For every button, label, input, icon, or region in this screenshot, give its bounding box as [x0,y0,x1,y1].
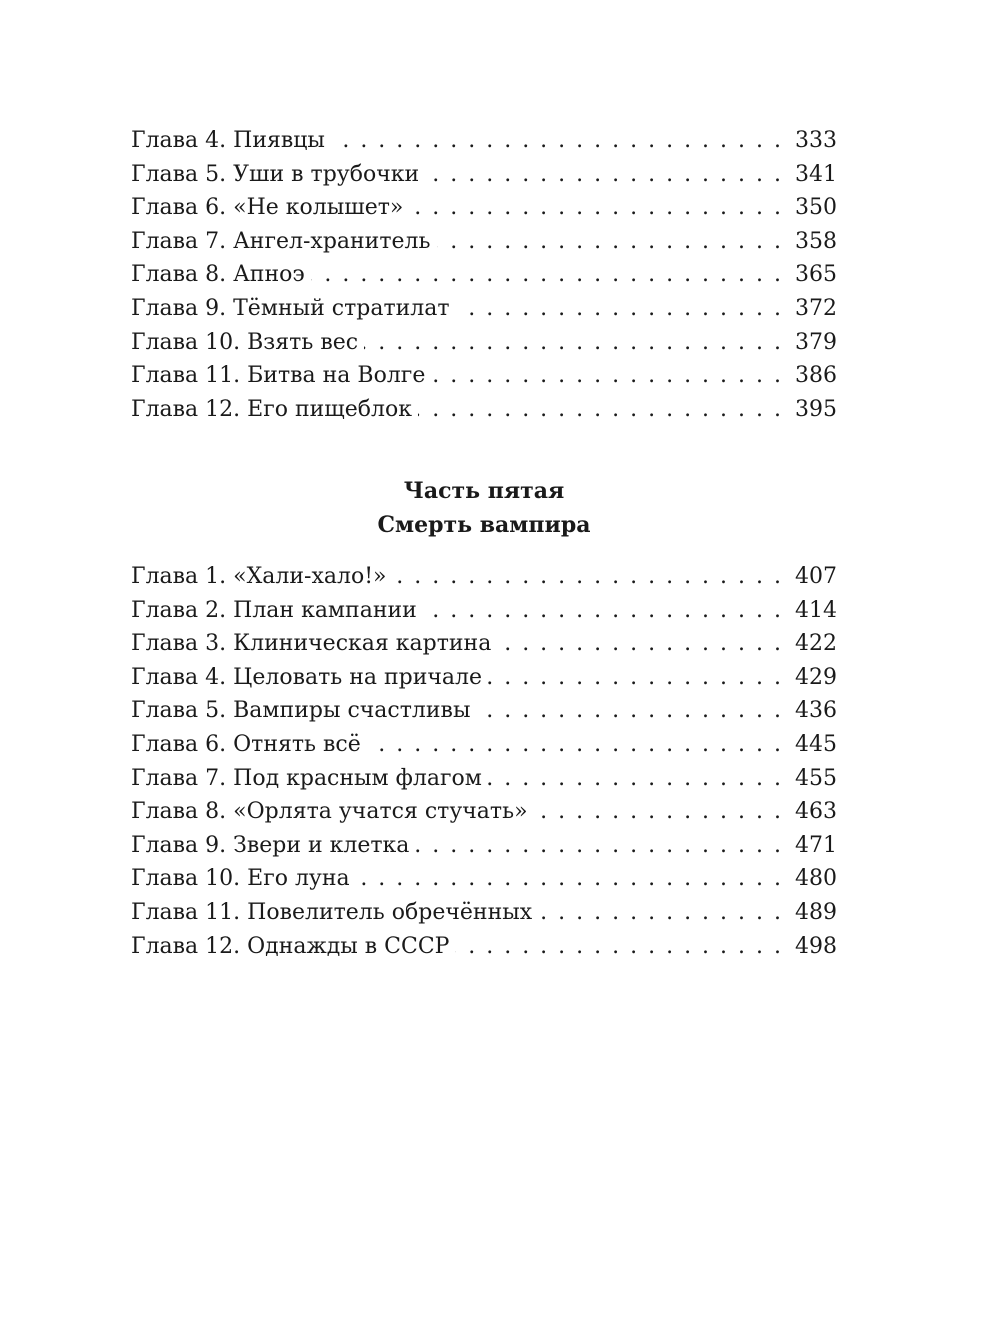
toc-entry-title: Глава 7. Ангел-хранитель [131,228,431,254]
toc-entry-page: 395 [795,396,837,422]
toc-leader-dots [367,728,783,762]
toc-leader-dots [431,359,783,393]
toc-entry [131,930,837,964]
toc-leader-dots [425,158,783,192]
toc-entry [131,627,837,661]
toc-leader-dots [311,258,783,292]
toc-entry [131,292,837,326]
toc-entry-title: Глава 9. Тёмный стратилат [131,295,450,321]
toc-entry-page: 480 [795,866,837,892]
toc-entry-title: Глава 4. Пиявцы [131,128,325,153]
toc-leader-dots [488,762,783,796]
toc-entry-title: Глава 10. Взять вес [131,329,359,355]
toc-leader-dots [418,393,783,427]
toc-entry-title: Глава 12. Его пищеблок [131,396,412,422]
toc-entry [131,661,837,695]
toc-entry [131,326,837,360]
toc-entry-title: Глава 1. «Хали-хало!» [131,564,387,589]
toc-entry-title: Глава 3. Клиническая картина [131,631,492,657]
toc-leader-dots [488,661,783,695]
toc-entry [131,862,837,896]
toc-entry-title: Глава 11. Битва на Волге [131,363,426,389]
toc-entry [131,795,837,829]
part-title: Смерть вампира [377,512,591,538]
toc-leader-dots [331,124,783,158]
toc-leader-dots [497,627,783,661]
toc-entry-page: 471 [795,832,837,858]
toc-leader-dots [415,829,783,863]
toc-leader-dots [437,225,784,259]
toc-entry-page: 429 [795,664,837,690]
toc-entry-title: Глава 5. Уши в трубочки [131,161,420,187]
toc-entry-title: Глава 2. План кампании [131,597,417,623]
toc-entry [131,191,837,225]
toc-entry [131,124,837,158]
toc-entry-page: 407 [795,564,837,589]
part-label: Часть пятая [403,478,565,504]
toc-entry [131,158,837,192]
toc-leader-dots [456,292,783,326]
toc-entry-page: 498 [795,933,837,959]
toc-entry [131,393,837,427]
toc-entry-page: 445 [795,731,837,757]
toc-entry-title: Глава 8. «Орлята учатся стучать» [131,799,528,825]
toc-entry-page: 365 [795,262,837,288]
toc-entry-title: Глава 9. Звери и клетка [131,832,410,858]
toc-leader-dots [423,594,783,628]
toc-entry-page: 341 [795,161,837,187]
toc-leader-dots [409,191,783,225]
toc-leader-dots [393,560,784,594]
toc-entry-page: 379 [795,329,837,355]
toc-entry [131,225,837,259]
toc-entry-title: Глава 5. Вампиры счастливы [131,698,471,724]
toc-part-five [131,560,837,963]
toc-entry-page: 358 [795,228,837,254]
toc-entry [131,896,837,930]
toc-entry-page: 414 [795,597,837,623]
toc-entry [131,829,837,863]
toc-entry-title: Глава 12. Однажды в СССР [131,933,450,959]
toc-entry-title: Глава 11. Повелитель обречённых [131,899,533,925]
toc-entry [131,258,837,292]
toc-entry [131,594,837,628]
toc-entry-title: Глава 7. Под красным флагом [131,765,482,791]
toc-leader-dots [364,326,783,360]
toc-entry [131,359,837,393]
toc-entry-page: 386 [795,363,837,389]
toc-entry-page: 350 [795,195,837,221]
toc-leader-dots [534,795,783,829]
toc-entry-page: 333 [795,128,837,153]
toc-entry-page: 372 [795,295,837,321]
toc-entry [131,762,837,796]
toc-entry-page: 455 [795,765,837,791]
toc-entry-title: Глава 6. «Не колышет» [131,195,404,221]
toc-leader-dots [476,694,783,728]
toc-entry-title: Глава 10. Его луна [131,866,350,892]
toc-entry-title: Глава 4. Целовать на причале [131,664,483,690]
toc-entry [131,728,837,762]
toc-entry-page: 489 [795,899,837,925]
toc-leader-dots [356,862,783,896]
toc-entry-page: 422 [795,631,837,657]
toc-entry-title: Глава 8. Апноэ [131,262,305,288]
toc-entry-page: 436 [795,698,837,724]
toc-entry [131,560,837,594]
toc-part-four-tail [131,124,837,426]
toc-entry-page: 463 [795,799,837,825]
toc-leader-dots [455,930,783,964]
toc-entry [131,694,837,728]
toc-entry-title: Глава 6. Отнять всё [131,731,361,757]
toc-leader-dots [538,896,783,930]
